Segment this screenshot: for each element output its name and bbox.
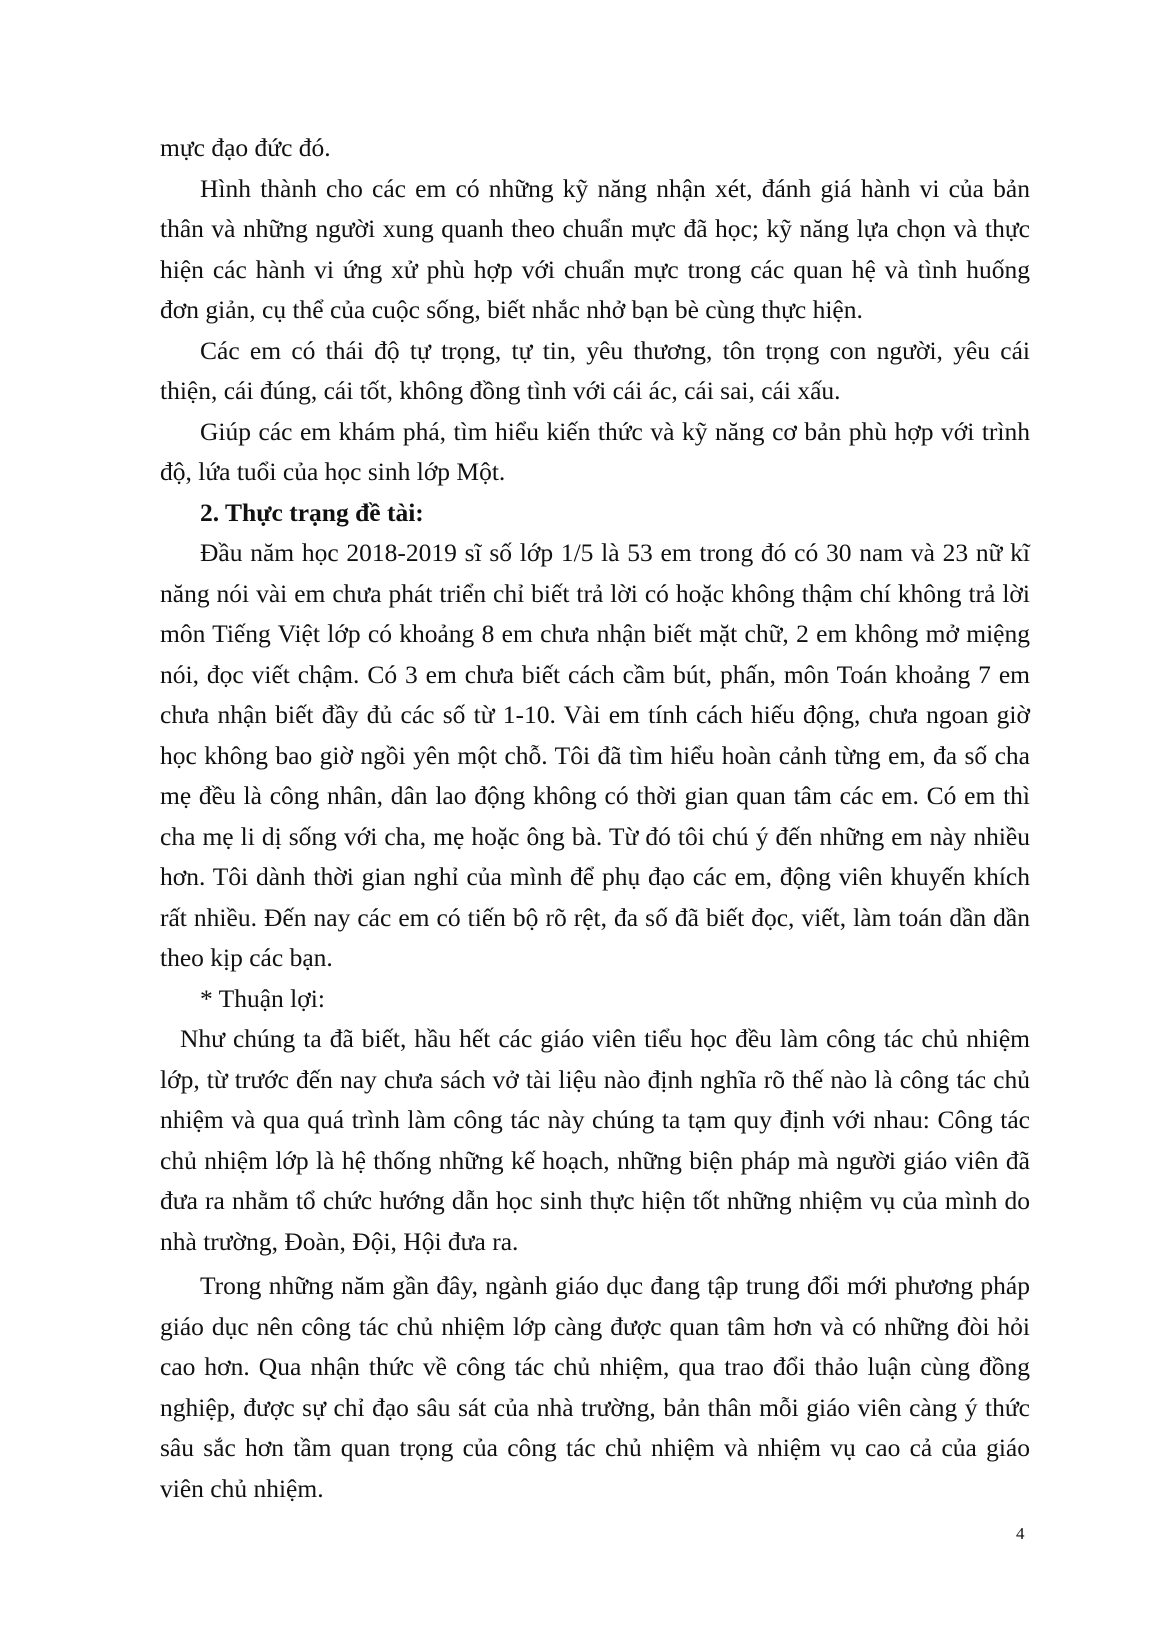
paragraph-continuation: mực đạo đức đó. [160,133,331,162]
paragraph-recent-years: Trong những năm gần đây, ngành giáo dục đang tập trung đổi mới phương pháp giáo dục nên công tác chủ nhiệm lớp càng được quan tâm hơn và có những đòi hỏi cao hơn. Qua nhận thức về công tác chủ nhiệm, qua trao đổi thảo luận cùng đồng nghiệp, được sự chỉ đạo sâu sát của nhà trường, bản thân mỗi giáo viên càng ý thức sâu sắc hơn tầm quan trọng của công tác chủ nhiệm và nhiệm vụ cao cả của giáo viên chủ nhiệm. [160,1271,1030,1503]
paragraph-attitude: Các em có thái độ tự trọng, tự tin, yêu thương, tôn trọng con người, yêu cái thiện, cái đúng, cái tốt, không đồng tình với cái ác, cái sai, cái xấu. [160,335,1030,405]
paragraph-explore: Giúp các em khám phá, tìm hiểu kiến thức và kỹ năng cơ bản phù hợp với trình độ, lứa tuổi của học sinh lớp Một. [160,416,1030,486]
subheading-advantages: * Thuận lợi: [200,983,325,1013]
document-page [160,128,1030,1509]
page-number: 4 [1016,1524,1025,1543]
paragraph-current-state: Đầu năm học 2018-2019 sĩ số lớp 1/5 là 53 em trong đó có 30 nam và 23 nữ kĩ năng nói vài em chưa phát triển chỉ biết trả lời có hoặc không thậm chí không trả lời môn Tiếng Việt lớp có khoảng 8 em chưa nhận biết mặt chữ, 2 em không mở miệng nói, đọc viết chậm. Có 3 em chưa biết cách cầm bút, phấn, môn Toán khoảng 7 em chưa nhận biết đầy đủ các số từ 1-10. Vài em tính cách hiếu động, chưa ngoan giờ học không bao giờ ngồi yên một chỗ. Tôi đã tìm hiểu hoàn cảnh từng em, đa số cha mẹ đều là công nhân, dân lao động không có thời gian quan tâm các em. Có em thì cha mẹ li dị sống với cha, mẹ hoặc ông bà. Từ đó tôi chú ý đến những em này nhiều hơn. Tôi dành thời gian nghỉ của mình để phụ đạo các em, động viên khuyến khích rất nhiều. Đến nay các em có tiến bộ rõ rệt, đa số đã biết đọc, viết, làm toán dần dần theo kịp các bạn. [160,538,1030,972]
paragraph-homeroom-definition: Như chúng ta đã biết, hầu hết các giáo viên tiểu học đều làm công tác chủ nhiệm lớp, từ trước đến nay chưa sách vở tài liệu nào định nghĩa rõ thế nào là công tác chủ nhiệm và qua quá trình làm công tác này chúng ta tạm quy định với nhau: Công tác chủ nhiệm lớp là hệ thống những kế hoạch, những biện pháp mà người giáo viên đã đưa ra nhằm tổ chức hướng dẫn học sinh thực hiện tốt những nhiệm vụ của mình do nhà trường, Đoàn, Đội, Hội đưa ra. [160,1024,1030,1256]
paragraph-skills: Hình thành cho các em có những kỹ năng nhận xét, đánh giá hành vi của bản thân và những người xung quanh theo chuẩn mực đã học; kỹ năng lựa chọn và thực hiện các hành vi ứng xử phù hợp với chuẩn mực trong các quan hệ và tình huống đơn giản, cụ thể của cuộc sống, biết nhắc nhở bạn bè cùng thực hiện. [160,173,1030,324]
section-heading: 2. Thực trạng đề tài: [200,497,424,527]
